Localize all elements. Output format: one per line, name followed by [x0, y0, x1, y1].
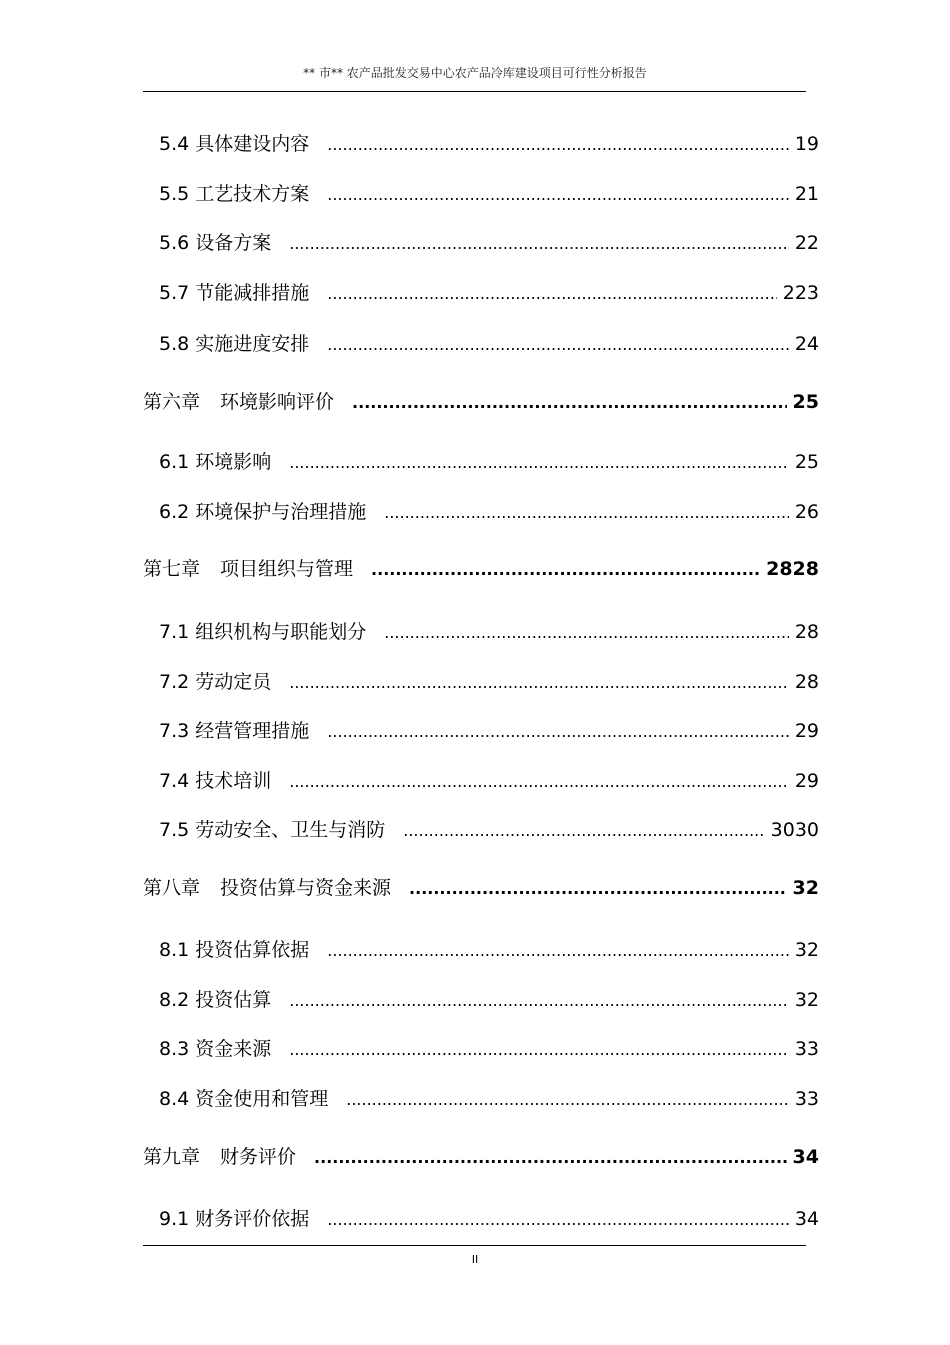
- toc-entry[interactable]: [159, 935, 819, 965]
- toc-chapter-entry[interactable]: [143, 873, 819, 903]
- toc-entry-number: 6.2: [159, 501, 190, 523]
- toc-entry-number: 7.2: [159, 671, 190, 693]
- toc-entry-page: 25: [794, 451, 819, 473]
- toc-entry-title: 组织机构与职能划分: [195, 621, 367, 643]
- toc-chapter-number: 第九章: [143, 1146, 201, 1168]
- toc-entry[interactable]: [159, 278, 819, 308]
- toc-entry-title: 节能减排措施: [195, 282, 310, 304]
- toc-entry-title: 环境影响: [195, 451, 272, 473]
- toc-entry-page: 22: [794, 232, 819, 254]
- toc-entry[interactable]: [159, 1204, 819, 1234]
- toc-entry-title: 环境保护与治理措施: [195, 501, 367, 523]
- dot-leader: [346, 1085, 789, 1115]
- toc-entry-page: 33: [794, 1038, 819, 1060]
- toc-entry-number: 6.1: [159, 451, 190, 473]
- dot-leader: [289, 448, 789, 478]
- dot-leader: [289, 229, 789, 259]
- toc-entry[interactable]: [159, 497, 819, 527]
- toc-entry[interactable]: [159, 447, 819, 477]
- toc-entry-title: 经营管理措施: [195, 720, 310, 742]
- toc-chapter-number: 第八章: [143, 877, 201, 899]
- toc-entry[interactable]: [159, 1084, 819, 1114]
- toc-entry-page: 34: [794, 1208, 819, 1230]
- dot-leader: [371, 555, 760, 585]
- toc-chapter-entry[interactable]: [143, 387, 819, 417]
- toc-chapter-page: 25: [792, 391, 819, 413]
- toc-entry-title: 劳动安全、卫生与消防: [195, 819, 386, 841]
- dot-leader: [327, 1205, 789, 1235]
- toc-entry-title: 劳动定员: [195, 671, 272, 693]
- toc-entry[interactable]: [159, 716, 819, 746]
- toc-entry[interactable]: [159, 1034, 819, 1064]
- toc-entry[interactable]: [159, 179, 819, 209]
- toc-chapter-title: 投资估算与资金来源: [220, 877, 392, 899]
- toc-entry-title: 设备方案: [195, 232, 272, 254]
- toc-entry-number: 7.1: [159, 621, 190, 643]
- toc-entry-number: 7.4: [159, 770, 190, 792]
- toc-chapter-title: 项目组织与管理: [220, 558, 354, 580]
- toc-entry-title: 实施进度安排: [195, 333, 310, 355]
- toc-entry-title: 投资估算依据: [195, 939, 310, 961]
- toc-entry-number: 7.5: [159, 819, 190, 841]
- toc-entry-page: 21: [794, 183, 819, 205]
- toc-chapter-page: 32: [792, 877, 819, 899]
- toc-entry-title: 具体建设内容: [195, 133, 310, 155]
- toc-chapter-page: 34: [792, 1146, 819, 1168]
- dot-leader: [409, 874, 787, 904]
- toc-entry-page: 24: [794, 333, 819, 355]
- toc-entry-page: 29: [794, 770, 819, 792]
- toc-entry-page: 33: [794, 1088, 819, 1110]
- toc-entry[interactable]: [159, 667, 819, 697]
- toc-chapter-number: 第六章: [143, 391, 201, 413]
- toc-entry-number: 5.8: [159, 333, 190, 355]
- toc-entry-title: 工艺技术方案: [195, 183, 310, 205]
- toc-entry-number: 8.3: [159, 1038, 190, 1060]
- toc-entry-page: 32: [794, 939, 819, 961]
- toc-entry-number: 5.4: [159, 133, 190, 155]
- toc-entry[interactable]: [159, 329, 819, 359]
- toc-entry-number: 9.1: [159, 1208, 190, 1230]
- toc-chapter-entry[interactable]: [143, 554, 819, 584]
- toc-chapter-entry[interactable]: [143, 1142, 819, 1172]
- toc-entry[interactable]: [159, 129, 819, 159]
- toc-entry[interactable]: [159, 228, 819, 258]
- toc-entry-title: 资金来源: [195, 1038, 272, 1060]
- dot-leader: [403, 816, 764, 846]
- dot-leader: [289, 767, 789, 797]
- dot-leader: [327, 330, 789, 360]
- toc-entry-page: 28: [794, 671, 819, 693]
- dot-leader: [327, 130, 789, 160]
- toc-entry-title: 投资估算: [195, 989, 272, 1011]
- toc-entry-page: 28: [794, 621, 819, 643]
- toc-entry-title: 资金使用和管理: [195, 1088, 329, 1110]
- dot-leader: [327, 936, 789, 966]
- toc-entry-page: 223: [782, 282, 819, 304]
- toc-entry-page: 3030: [770, 819, 819, 841]
- toc-entry-page: 29: [794, 720, 819, 742]
- running-header: ** 市** 农产品批发交易中心农产品冷库建设项目可行性分析报告: [303, 66, 647, 80]
- toc-chapter-title: 环境影响评价: [220, 391, 335, 413]
- dot-leader: [314, 1143, 787, 1173]
- header-rule: [143, 91, 806, 92]
- page-number: II: [471, 1253, 479, 1266]
- toc-entry-title: 财务评价依据: [195, 1208, 310, 1230]
- toc-entry-number: 8.1: [159, 939, 190, 961]
- dot-leader: [384, 618, 789, 648]
- toc-entry-page: 19: [794, 133, 819, 155]
- dot-leader: [327, 180, 789, 210]
- toc-entry[interactable]: [159, 617, 819, 647]
- toc-entry-number: 8.4: [159, 1088, 190, 1110]
- dot-leader: [327, 717, 789, 747]
- dot-leader: [289, 986, 789, 1016]
- toc-chapter-number: 第七章: [143, 558, 201, 580]
- footer-rule: [143, 1245, 806, 1246]
- toc-entry-number: 7.3: [159, 720, 190, 742]
- toc-chapter-page: 2828: [766, 558, 819, 580]
- dot-leader: [352, 388, 787, 418]
- toc-entry-page: 26: [794, 501, 819, 523]
- dot-leader: [327, 279, 777, 309]
- toc-entry-number: 8.2: [159, 989, 190, 1011]
- toc-entry-number: 5.5: [159, 183, 190, 205]
- dot-leader: [289, 668, 789, 698]
- dot-leader: [384, 498, 789, 528]
- toc-chapter-title: 财务评价: [220, 1146, 297, 1168]
- toc-entry-page: 32: [794, 989, 819, 1011]
- dot-leader: [289, 1035, 789, 1065]
- toc-entry[interactable]: [159, 815, 819, 845]
- toc-entry-number: 5.7: [159, 282, 190, 304]
- toc-entry[interactable]: [159, 985, 819, 1015]
- toc-entry[interactable]: [159, 766, 819, 796]
- toc-entry-number: 5.6: [159, 232, 190, 254]
- toc-entry-title: 技术培训: [195, 770, 272, 792]
